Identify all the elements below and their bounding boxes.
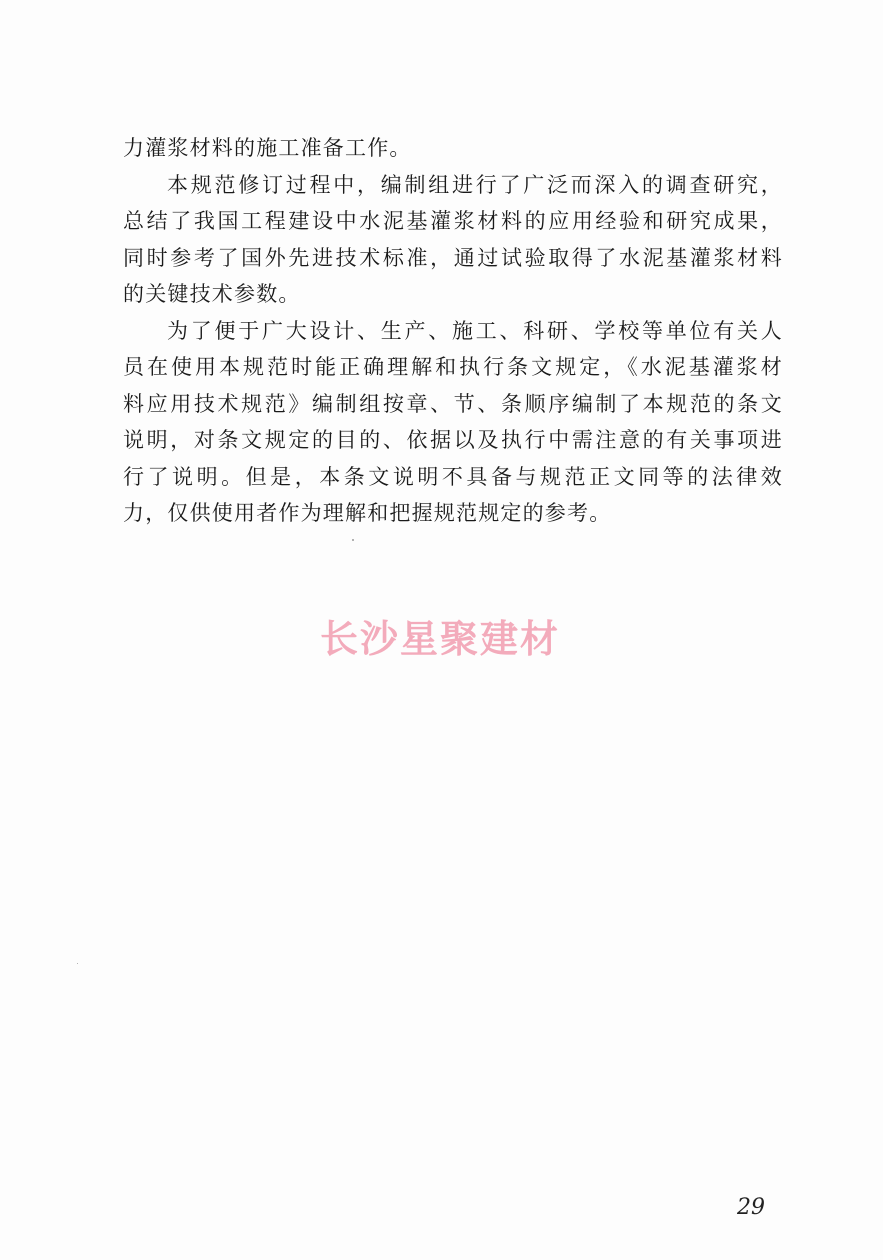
text-line: 的关键技术参数。 [123,282,301,306]
text-line: 行了说明。但是，本条文说明不具备与规范正文同等的法律效 [123,464,783,489]
text-line: 力灌浆材料的施工准备工作。 [123,136,412,160]
text-line: 员在使用本规范时能正确理解和执行条文规定，《水泥基灌浆材 [123,355,783,379]
text-line: 料应用技术规范》编制组按章、节、条顺序编制了本规范的条文 [123,391,783,416]
scan-speck [77,963,78,964]
text-line: 总结了我国工程建设中水泥基灌浆材料的应用经验和研究成果， [123,209,783,233]
paragraph-first-line: 为了便于广大设计、生产、施工、科研、学校等单位有关人 [167,318,783,343]
text-line: 说明，对条文规定的目的、依据以及执行中需注意的有关事项进 [123,428,783,452]
watermark-text: 长沙星聚建材 [320,617,561,661]
paragraph-first-line: 本规范修订过程中，编制组进行了广泛而深入的调查研究， [167,172,783,197]
scan-speck [352,539,354,541]
text-line: 力，仅供使用者作为理解和把握规范规定的参考。 [123,501,612,525]
page-number: 29 [737,1195,765,1220]
body-text [123,130,783,532]
text-line: 同时参考了国外先进技术标准，通过试验取得了水泥基灌浆材料 [123,245,783,270]
